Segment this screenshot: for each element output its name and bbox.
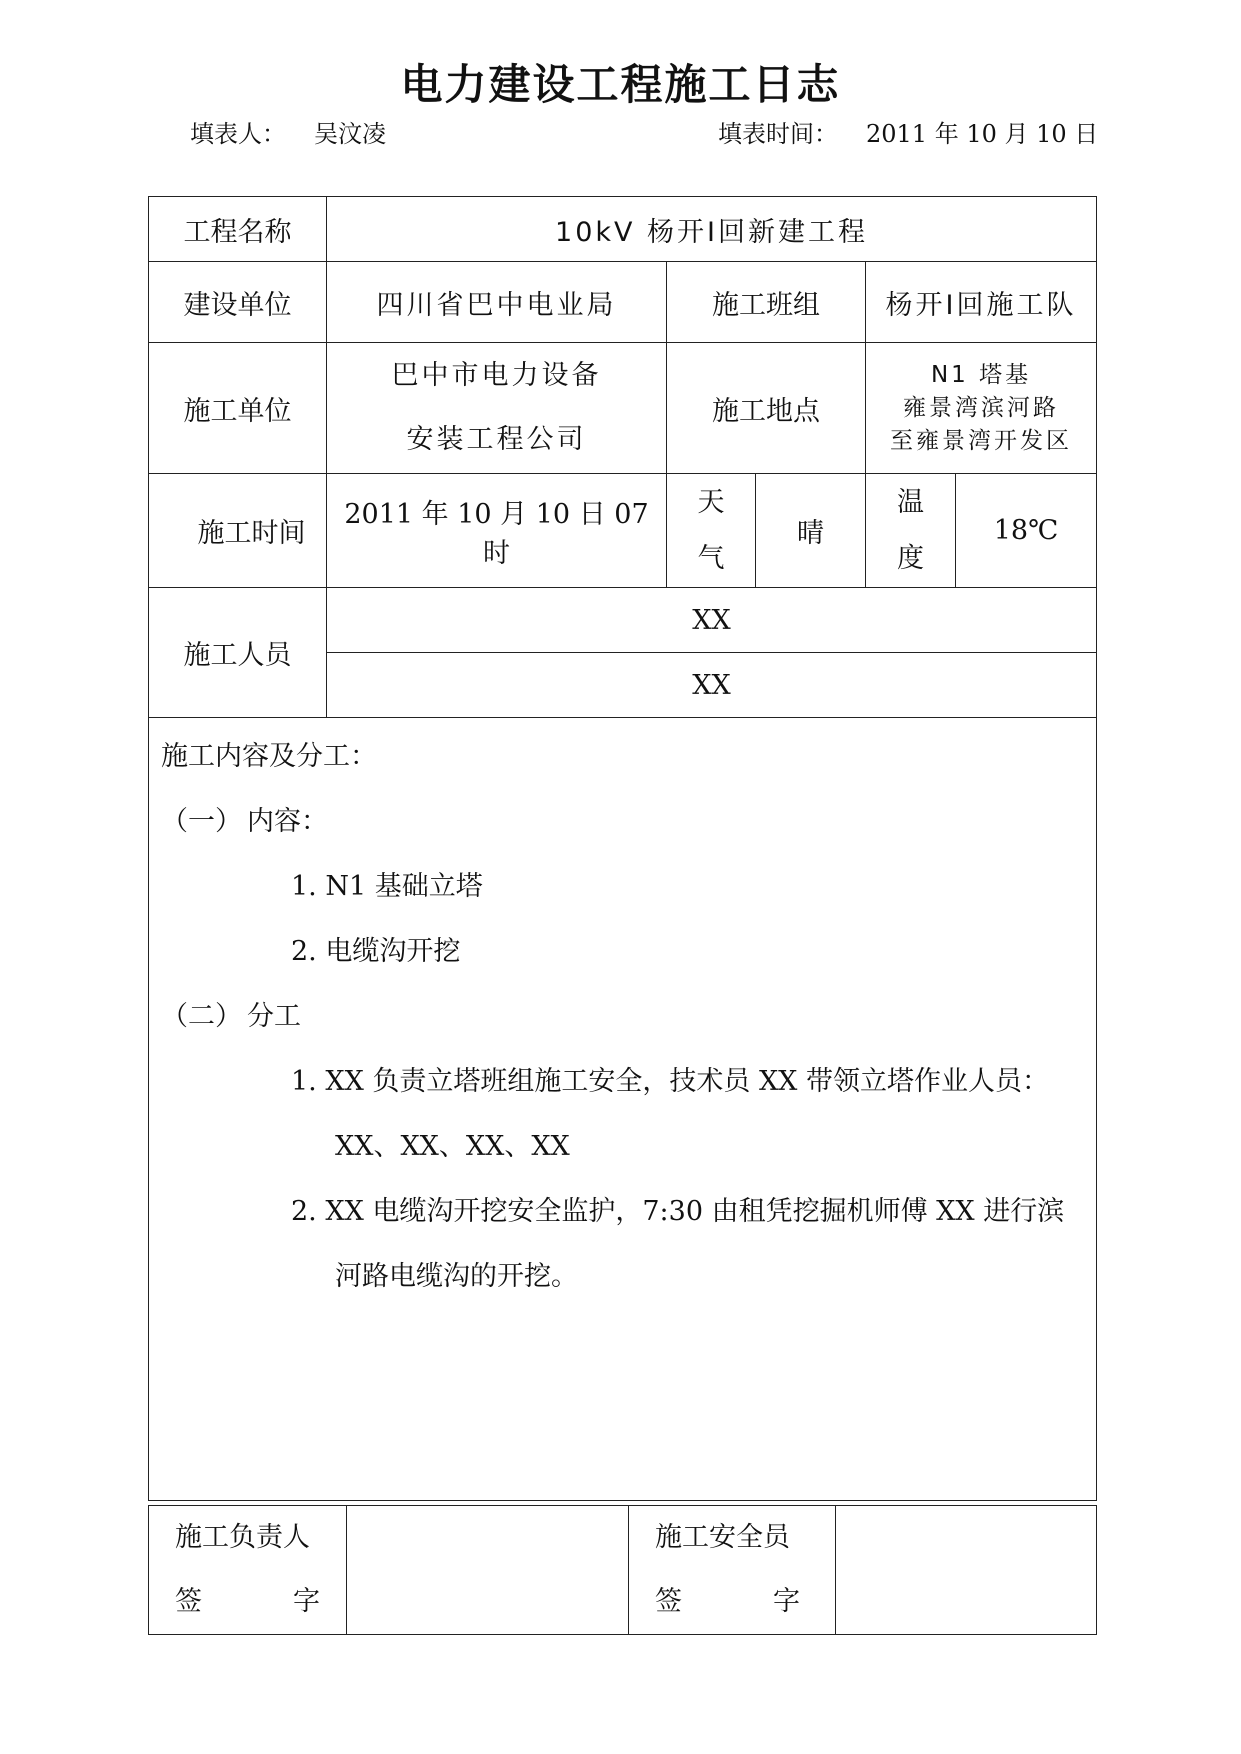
builder-label: 建设单位 bbox=[149, 262, 327, 343]
contractor-line-1: 巴中市电力设备 bbox=[391, 360, 602, 391]
page-title: 电力建设工程施工日志 bbox=[400, 60, 841, 109]
content-item-1: 1. N1 基础立塔 bbox=[291, 871, 483, 902]
project-name-value: 10kV 杨开Ⅰ回新建工程 bbox=[327, 197, 1097, 262]
content-item-2: 2. 电缆沟开挖 bbox=[291, 936, 461, 967]
filler-name: 吴汶凌 bbox=[314, 120, 386, 148]
team-value: 杨开Ⅰ回施工队 bbox=[866, 262, 1097, 343]
temperature-label-char-1: 温 bbox=[897, 486, 924, 518]
section-1-number: （一） bbox=[161, 806, 242, 837]
site-line-1: N1 塔基 bbox=[930, 361, 1032, 388]
weather-label-char-1: 天 bbox=[697, 486, 725, 518]
leader-signature-label bbox=[149, 1506, 347, 1635]
task-1-line-1: 1. XX 负责立塔班组施工安全，技术员 XX 带领立塔作业人员： bbox=[291, 1066, 1049, 1097]
fill-time-label: 填表时间： bbox=[718, 120, 838, 148]
weather-label bbox=[667, 474, 756, 588]
site-label: 施工地点 bbox=[667, 343, 866, 474]
site-line-2: 雍景湾滨河路 bbox=[903, 394, 1060, 421]
temperature-label-char-2: 度 bbox=[897, 542, 924, 574]
site-value bbox=[866, 343, 1097, 474]
leader-sign-text bbox=[175, 1570, 320, 1634]
leader-label: 施工负责人 bbox=[175, 1522, 310, 1553]
section-2-number: （二） bbox=[161, 1001, 242, 1032]
content-heading: 施工内容及分工： bbox=[161, 741, 377, 772]
project-name-label: 工程名称 bbox=[149, 197, 327, 262]
leader-sign-char-2: 字 bbox=[293, 1586, 320, 1617]
staff-row-1: XX bbox=[327, 588, 1097, 653]
signature-table bbox=[148, 1505, 1097, 1635]
temperature-value: 18℃ bbox=[956, 474, 1097, 588]
construction-log-table bbox=[148, 196, 1097, 1501]
team-label: 施工班组 bbox=[667, 262, 866, 343]
safety-sign-char-1: 签 bbox=[655, 1586, 682, 1617]
task-2-line-2: 河路电缆沟的开挖。 bbox=[335, 1261, 578, 1292]
fill-time-value: 2011 年 10 月 10 日 bbox=[866, 120, 1099, 148]
filler-label: 填表人： bbox=[190, 120, 286, 148]
work-content-section bbox=[149, 718, 1097, 1501]
builder-value: 四川省巴中电业局 bbox=[327, 262, 667, 343]
fill-time-info bbox=[718, 114, 1098, 149]
safety-label: 施工安全员 bbox=[655, 1522, 790, 1553]
contractor-label: 施工单位 bbox=[149, 343, 327, 474]
section-2-title: 分工 bbox=[247, 1001, 301, 1032]
time-value: 2011 年 10 月 10 日 07 时 bbox=[327, 474, 667, 588]
safety-sign-char-2: 字 bbox=[773, 1586, 800, 1617]
safety-signature-field[interactable] bbox=[836, 1506, 1097, 1635]
contractor-value bbox=[327, 343, 667, 474]
site-line-3: 至雍景湾开发区 bbox=[890, 427, 1073, 454]
staff-row-2: XX bbox=[327, 653, 1097, 718]
time-label: 施工时间 bbox=[149, 474, 327, 588]
contractor-line-2: 安装工程公司 bbox=[406, 424, 587, 455]
leader-sign-char-1: 签 bbox=[175, 1586, 202, 1617]
weather-value: 晴 bbox=[756, 474, 866, 588]
leader-signature-field[interactable] bbox=[347, 1506, 629, 1635]
temperature-label bbox=[866, 474, 956, 588]
filler-info bbox=[190, 114, 386, 149]
task-2-line-1: 2. XX 电缆沟开挖安全监护，7:30 由租凭挖掘机师傅 XX 进行滨 bbox=[291, 1196, 1065, 1227]
staff-label: 施工人员 bbox=[149, 588, 327, 718]
safety-signature-label bbox=[629, 1506, 836, 1635]
safety-sign-text bbox=[655, 1570, 800, 1634]
task-1-line-2: XX、XX、XX、XX bbox=[335, 1131, 570, 1162]
section-1-title: 内容： bbox=[247, 806, 328, 837]
weather-label-char-2: 气 bbox=[697, 542, 725, 574]
